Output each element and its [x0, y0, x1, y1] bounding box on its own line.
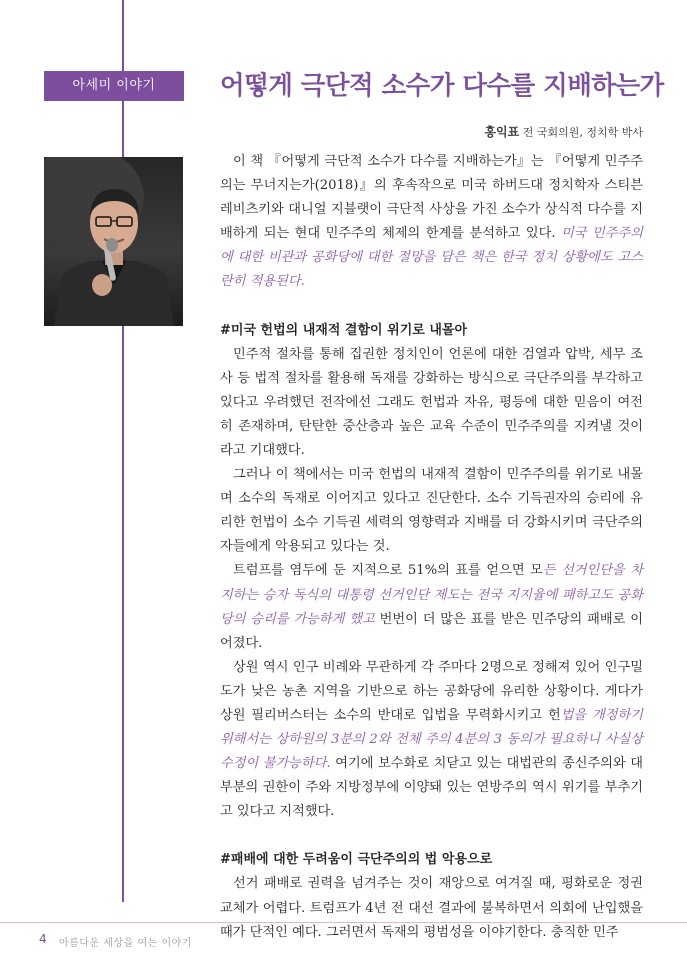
body-paragraph: 민주적 절차를 통해 집권한 정치인이 언론에 대한 검열과 압박, 세무 조사 등 법적 절차를 활용해 독재를 강화하는 방식으로 극단주의를 부각하고 있다고 우려했던 전작에선 그래도 헌법과 자유, 평등에 대한 믿음이 여전히 존재하며, 탄탄한 중산층과 높은 교육 수준이 민주주의를 지켜낼 것이라고 기대했다. — [220, 346, 643, 458]
footer-rule — [0, 922, 687, 923]
page-number: 4 — [39, 932, 47, 946]
section-heading: #미국 헌법의 내재적 결함이 위기로 내몰아 — [220, 322, 468, 338]
body-paragraph: 그러나 이 책에서는 미국 헌법의 내재적 결함이 민주주의를 위기로 내몰며 소수의 독재로 이어지고 있다고 진단한다. 소수 기득권자의 승리에 유리한 헌법이 소수 기득권 세력의 영향력과 지배를 더 강화시키며 극단주의자들에게 악용되고 있다는 것. — [220, 467, 643, 555]
body-paragraph: 상원 역시 인구 비례와 무관하게 각 주마다 2명으로 정해져 있어 인구밀도가 낮은 농촌 지역을 기반으로 하는 공화당에 유리한 상황이다. 게다가 상원 필리버스터는 소수의 반대로 입법을 무력화시키고 헌법을 개정하기 위해서는 상하원의 3분의 2와 전체 주의 4분의 3 동의가 필요하니 사실상 수정이 불가능하다. 여기에 보수화로 치닫고 있는 대법관의 종신주의와 대부분의 권한이 주와 지방정부에 이양돼 있는 연방주의 역시 위기를 부추기고 있다고 지적했다. — [220, 659, 643, 820]
body-paragraph: 트럼프를 염두에 둔 지적으로 51%의 표를 얻으면 모든 선거인단을 차지하는 승자 독식의 대통령 선거인단 제도는 전국 지지율에 패하고도 공화당의 승리를 가능하게 했고 번번이 더 많은 표를 받은 민주당의 패배로 이어졌다. — [220, 563, 643, 651]
column-tag: 아세미 이야기 — [44, 71, 184, 101]
author-name: 홍익표 — [484, 125, 520, 139]
article-title: 어떻게 극단적 소수가 다수를 지배하는가 — [220, 71, 664, 101]
intro-highlight: 미국 민주주의에 대한 비관과 공화당에 대한 절망을 담은 책은 한국 정치 상황에도 고스란히 적용된다. — [220, 226, 643, 290]
byline — [484, 123, 643, 140]
footer-title: 아름다운 세상을 여는 이야기 — [59, 938, 192, 949]
highlight-text: 법을 개정하기 위해서는 상하원의 3분의 2와 전체 주의 4분의 3 동의가 필요하니 사실상 수정이 불가능하다. — [220, 707, 643, 772]
body-paragraph: 선거 패배로 권력을 넘겨주는 것이 재앙으로 여겨질 때, 평화로운 정권 교체가 어렵다. 트럼프가 4년 전 대선 결과에 불복하면서 의회에 난입했을 때가 단적인 예다. 그러면서 독재의 평범성을 이야기한다. 충직한 민주 — [220, 876, 643, 940]
author-role: 전 국회의원, 정치학 박사 — [522, 126, 643, 139]
intro-paragraph: 이 책 『어떻게 극단적 소수가 다수를 지배하는가』는 『어떻게 민주주의는 무너지는가(2018)』의 후속작으로 미국 하버드대 정치학자 스티븐 레비츠키와 대니얼 지블랫이 극단적 사상을 가진 소수가 상식적 다수를 지배하게 되는 현대 민주주의 체제의 한계를 분석하고 있다. 미국 민주주의에 대한 비관과 공화당에 대한 절망을 담은 책은 한국 정치 상황에도 고스란히 적용된다. — [220, 154, 643, 290]
highlight-text: 든 선거인단을 차지하는 승자 독식의 대통령 선거인단 제도는 전국 지지율에 패하고도 공화당의 승리를 가능하게 했고 — [220, 563, 643, 627]
section-heading: #패배에 대한 두려움이 극단주의의 법 악용으로 — [220, 852, 493, 868]
vertical-rule — [122, 0, 124, 902]
article-body — [220, 150, 643, 945]
author-photo — [44, 157, 183, 326]
